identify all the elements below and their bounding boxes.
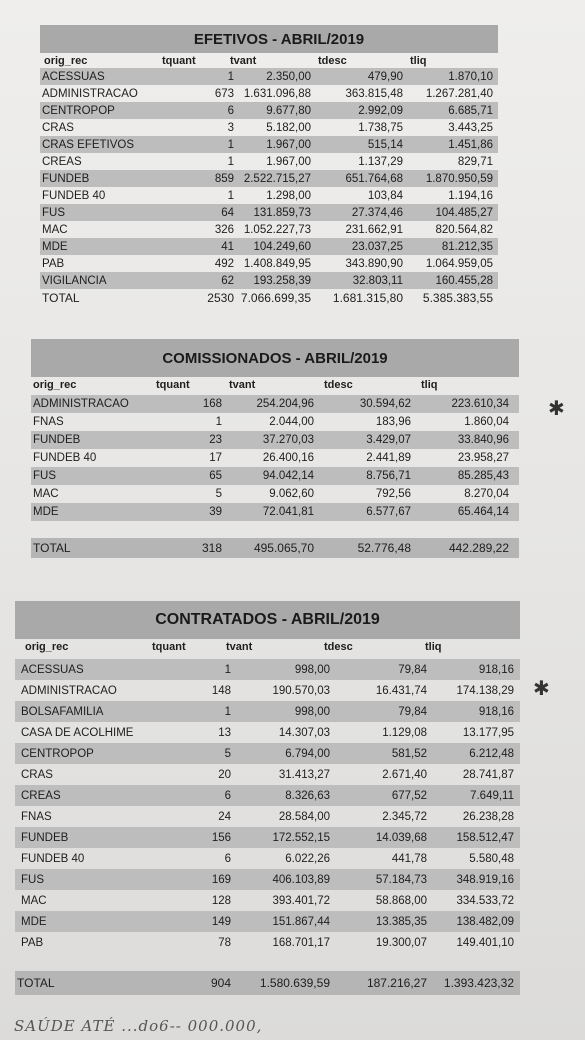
table-row [40, 170, 498, 187]
cell-tvant: 28.584,00 [278, 810, 330, 823]
col-orig-rec: orig_rec [44, 55, 88, 67]
cell-orig-rec: FUNDEB [33, 434, 81, 446]
cell-tvant: 14.307,03 [278, 726, 330, 739]
cell-tquant: 62 [221, 274, 234, 287]
cell-tliq: 81.212,35 [441, 240, 493, 253]
cell-tdesc: 6.577,67 [366, 506, 411, 518]
table-row [40, 85, 498, 102]
cell-tvant: 2.044,00 [269, 416, 314, 428]
cell-orig-rec: MAC [33, 488, 59, 500]
cell-tdesc: 2.671,40 [382, 768, 427, 781]
cell-orig-rec: ADMINISTRACAO [42, 87, 138, 100]
cell-tdesc: 581,52 [391, 747, 427, 760]
cell-tdesc: 441,78 [391, 852, 427, 865]
cell-orig-rec: BOLSAFAMILIA [21, 705, 104, 718]
cell-tdesc: 1.137,29 [358, 155, 403, 168]
cell-tdesc: 13.385,35 [375, 915, 427, 928]
cell-tvant: 2.522.715,27 [243, 172, 311, 185]
table-row [31, 467, 519, 485]
cell-tliq: 13.177,95 [462, 726, 514, 739]
cell-tdesc: 32.803,11 [352, 274, 403, 287]
cell-orig-rec: MAC [42, 223, 68, 236]
cell-orig-rec: FUS [42, 206, 65, 219]
cell-tliq: 820.564,82 [435, 223, 493, 236]
cell-tvant: 998,00 [294, 705, 330, 718]
cell-orig-rec: FNAS [21, 810, 52, 823]
cell-tdesc: 30.594,62 [359, 398, 411, 410]
total-tvant: 1.580.639,59 [259, 976, 330, 990]
cell-tdesc: 2.992,09 [358, 104, 403, 117]
table-row [40, 68, 498, 85]
total-tvant: 495.065,70 [253, 541, 314, 555]
cell-tdesc: 79,84 [398, 705, 427, 718]
cell-tquant: 2530 [207, 290, 234, 305]
cell-tvant: 6.794,00 [285, 747, 330, 760]
cell-orig-rec: MDE [21, 915, 47, 928]
table-row [15, 722, 520, 743]
table-row [31, 449, 519, 467]
cell-orig-rec: CRAS EFETIVOS [42, 138, 135, 151]
cell-tvant: 254.204,96 [256, 398, 314, 410]
cell-tquant: 5 [215, 488, 222, 500]
cell-tliq: 65.464,14 [457, 506, 509, 518]
cell-tdesc: 79,84 [398, 663, 427, 676]
cell-orig-rec: TOTAL [42, 290, 80, 305]
cell-tquant: 3 [227, 121, 234, 134]
cell-tdesc: 2.345,72 [382, 810, 427, 823]
table-row [31, 413, 519, 431]
contratados-section [15, 601, 520, 995]
cell-tliq: 1.194,16 [448, 189, 493, 202]
cell-tdesc: 1.129,08 [382, 726, 427, 739]
cell-tliq: 1.064.959,05 [425, 257, 493, 270]
cell-orig-rec: VIGILANCIA [42, 274, 107, 287]
cell-orig-rec: ACESSUAS [42, 70, 105, 83]
cell-tdesc: 58.868,00 [375, 894, 427, 907]
cell-tdesc: 27.374,46 [351, 206, 403, 219]
cell-tliq: 829,71 [457, 155, 493, 168]
cell-tvant: 72.041,81 [262, 506, 314, 518]
cell-orig-rec: MDE [42, 240, 68, 253]
total-label: TOTAL [17, 976, 55, 990]
cell-tvant: 8.326,63 [285, 789, 330, 802]
cell-tquant: 13 [218, 726, 231, 739]
table-row [15, 848, 520, 869]
cell-tvant: 2.350,00 [266, 70, 311, 83]
col-tdesc: tdesc [318, 55, 347, 67]
cell-tvant: 1.298,00 [266, 189, 311, 202]
cell-tquant: 39 [209, 506, 222, 518]
table-row [15, 680, 520, 701]
table-row [15, 659, 520, 680]
cell-tliq: 3.443,25 [448, 121, 493, 134]
cell-tvant: 9.677,80 [266, 104, 311, 117]
contratados-title: CONTRATADOS - ABRIL/2019 [15, 601, 520, 639]
col-orig-rec: orig_rec [33, 379, 77, 391]
cell-orig-rec: FNAS [33, 416, 64, 428]
cell-tvant: 1.967,00 [266, 138, 311, 151]
cell-tliq: 104.485,27 [435, 206, 493, 219]
table-row [31, 395, 519, 413]
table-row [40, 187, 498, 204]
cell-tdesc: 677,52 [391, 789, 427, 802]
col-tquant: tquant [152, 641, 186, 653]
col-tdesc: tdesc [324, 379, 353, 391]
cell-tvant: 104.249,60 [253, 240, 311, 253]
cell-orig-rec: CRAS [42, 121, 74, 134]
table-row [15, 911, 520, 932]
cell-tquant: 156 [211, 831, 231, 844]
cell-orig-rec: CRAS [21, 768, 53, 781]
table-row [15, 932, 520, 953]
total-tquant: 904 [210, 976, 231, 990]
cell-tvant: 37.270,03 [262, 434, 314, 446]
cell-tvant: 26.400,16 [262, 452, 314, 464]
cell-tquant: 859 [214, 172, 234, 185]
cell-tliq: 1.860,04 [464, 416, 509, 428]
cell-orig-rec: PAB [42, 257, 65, 270]
cell-orig-rec: CASA DE ACOLHIME [21, 726, 134, 739]
contratados-table [15, 659, 520, 953]
cell-tdesc: 14.039,68 [375, 831, 427, 844]
cell-orig-rec: CREAS [42, 155, 82, 168]
col-tliq: tliq [425, 641, 442, 653]
cell-tquant: 6 [224, 789, 231, 802]
table-row [40, 153, 498, 170]
cell-tvant: 131.859,73 [253, 206, 311, 219]
cell-orig-rec: ADMINISTRACAO [33, 398, 129, 410]
cell-orig-rec: FUNDEB 40 [21, 852, 85, 865]
cell-tvant: 151.867,44 [272, 915, 330, 928]
table-row [40, 204, 498, 221]
cell-tvant: 1.052.227,73 [243, 223, 311, 236]
cell-orig-rec: ADMINISTRACAO [21, 684, 117, 697]
cell-tdesc: 1.681.315,80 [332, 290, 403, 305]
cell-tliq: 7.649,11 [470, 789, 514, 802]
table-row [15, 743, 520, 764]
total-row [40, 289, 498, 306]
cell-tliq: 158.512,47 [456, 831, 514, 844]
contratados-total-row [15, 971, 520, 995]
cell-tquant: 148 [211, 684, 231, 697]
cell-tquant: 673 [214, 87, 234, 100]
cell-tquant: 78 [218, 936, 231, 949]
cell-tliq: 5.385.383,55 [422, 290, 493, 305]
cell-tquant: 5 [224, 747, 231, 760]
col-tvant: tvant [226, 641, 253, 653]
total-tdesc: 52.776,48 [357, 541, 411, 555]
total-tdesc: 187.216,27 [366, 976, 427, 990]
table-row [40, 221, 498, 238]
cell-tdesc: 479,90 [367, 70, 403, 83]
cell-orig-rec: MAC [21, 894, 47, 907]
cell-tliq: 918,16 [478, 705, 514, 718]
cell-tquant: 128 [211, 894, 231, 907]
cell-tquant: 23 [209, 434, 222, 446]
cell-tliq: 149.401,10 [456, 936, 514, 949]
cell-tquant: 20 [218, 768, 231, 781]
cell-tliq: 1.451,86 [448, 138, 493, 151]
total-tquant: 318 [201, 541, 222, 555]
comissionados-table [31, 395, 519, 521]
cell-tdesc: 363.815,48 [345, 87, 403, 100]
cell-tquant: 1 [227, 155, 234, 168]
efetivos-header [40, 53, 498, 68]
col-tliq: tliq [421, 379, 438, 391]
cell-tvant: 5.182,00 [266, 121, 311, 134]
cell-orig-rec: PAB [21, 936, 44, 949]
cell-tdesc: 2.441,89 [366, 452, 411, 464]
cell-tvant: 9.062,60 [269, 488, 314, 500]
cell-tvant: 1.408.849,95 [243, 257, 311, 270]
cell-tvant: 168.701,17 [272, 936, 330, 949]
col-tquant: tquant [156, 379, 190, 391]
cell-orig-rec: ACESSUAS [21, 663, 84, 676]
cell-tliq: 1.267.281,40 [425, 87, 493, 100]
cell-tdesc: 23.037,25 [351, 240, 403, 253]
cell-tvant: 6.022,26 [285, 852, 330, 865]
cell-tliq: 918,16 [478, 663, 514, 676]
efetivos-table [40, 68, 498, 306]
cell-tvant: 1.631.096,88 [243, 87, 311, 100]
cell-tliq: 26.238,28 [462, 810, 514, 823]
cell-tquant: 17 [209, 452, 222, 464]
table-row [15, 701, 520, 722]
asterisk-mark-1: ✱ [548, 398, 565, 420]
cell-tquant: 492 [214, 257, 234, 270]
cell-orig-rec: FUNDEB [42, 172, 90, 185]
table-row [40, 238, 498, 255]
cell-tvant: 31.413,27 [278, 768, 330, 781]
table-row [40, 136, 498, 153]
cell-tdesc: 183,96 [375, 416, 411, 428]
cell-tdesc: 8.756,71 [366, 470, 411, 482]
cell-tvant: 7.066.699,35 [240, 290, 311, 305]
cell-tliq: 33.840,96 [457, 434, 509, 446]
cell-tdesc: 103,84 [367, 189, 403, 202]
cell-tliq: 348.919,16 [456, 873, 514, 886]
comissionados-title: COMISSIONADOS - ABRIL/2019 [31, 339, 519, 377]
cell-tdesc: 515,14 [367, 138, 403, 151]
cell-orig-rec: FUNDEB 40 [33, 452, 97, 464]
table-row [15, 764, 520, 785]
cell-orig-rec: FUNDEB 40 [42, 189, 106, 202]
cell-tquant: 169 [211, 873, 231, 886]
total-tliq: 442.289,22 [448, 541, 509, 555]
col-orig-rec: orig_rec [25, 641, 69, 653]
cell-tliq: 160.455,28 [435, 274, 493, 287]
asterisk-mark-2: ✱ [533, 678, 550, 700]
cell-tquant: 168 [202, 398, 222, 410]
col-tvant: tvant [230, 55, 257, 67]
col-tliq: tliq [410, 55, 427, 67]
cell-tvant: 1.967,00 [266, 155, 311, 168]
cell-tliq: 223.610,34 [451, 398, 509, 410]
handwritten-note: SAÚDE ATÉ ...do6-- 000.000, [14, 1017, 263, 1035]
col-tdesc: tdesc [324, 641, 353, 653]
cell-tliq: 6.685,71 [448, 104, 493, 117]
cell-tliq: 174.138,29 [456, 684, 514, 697]
cell-orig-rec: CENTROPOP [21, 747, 94, 760]
cell-tdesc: 16.431,74 [375, 684, 427, 697]
cell-tdesc: 57.184,73 [375, 873, 427, 886]
comissionados-section [31, 339, 519, 558]
cell-tliq: 85.285,43 [457, 470, 509, 482]
cell-tquant: 1 [224, 663, 231, 676]
cell-tliq: 8.270,04 [464, 488, 509, 500]
cell-tdesc: 19.300,07 [375, 936, 427, 949]
cell-orig-rec: MDE [33, 506, 59, 518]
cell-tdesc: 231.662,91 [345, 223, 403, 236]
comissionados-total-row [31, 538, 519, 558]
cell-tliq: 6.212,48 [469, 747, 514, 760]
cell-tquant: 1 [227, 138, 234, 151]
cell-orig-rec: CREAS [21, 789, 61, 802]
cell-tquant: 6 [224, 852, 231, 865]
table-row [40, 272, 498, 289]
table-row [31, 431, 519, 449]
total-label: TOTAL [33, 541, 71, 555]
efetivos-title: EFETIVOS - ABRIL/2019 [40, 25, 498, 53]
cell-tvant: 172.552,15 [272, 831, 330, 844]
table-row [15, 785, 520, 806]
cell-tquant: 326 [214, 223, 234, 236]
cell-orig-rec: FUS [21, 873, 44, 886]
cell-tliq: 1.870.950,59 [425, 172, 493, 185]
cell-tliq: 138.482,09 [456, 915, 514, 928]
cell-tvant: 190.570,03 [272, 684, 330, 697]
table-row [31, 485, 519, 503]
cell-tquant: 1 [227, 70, 234, 83]
cell-tquant: 1 [227, 189, 234, 202]
cell-tvant: 998,00 [294, 663, 330, 676]
cell-tquant: 64 [221, 206, 234, 219]
cell-tdesc: 651.764,68 [345, 172, 403, 185]
cell-tquant: 1 [224, 705, 231, 718]
table-row [40, 102, 498, 119]
table-row [40, 255, 498, 272]
cell-tliq: 334.533,72 [456, 894, 514, 907]
cell-tquant: 65 [209, 470, 222, 482]
cell-tdesc: 1.738,75 [358, 121, 403, 134]
col-tvant: tvant [229, 379, 256, 391]
cell-tquant: 149 [211, 915, 231, 928]
cell-tliq: 23.958,27 [457, 452, 509, 464]
cell-tvant: 94.042,14 [262, 470, 314, 482]
cell-tvant: 406.103,89 [272, 873, 330, 886]
efetivos-section [40, 25, 498, 306]
table-row [15, 869, 520, 890]
cell-tquant: 1 [215, 416, 222, 428]
table-row [15, 890, 520, 911]
comissionados-header [31, 377, 519, 395]
cell-orig-rec: CENTROPOP [42, 104, 115, 117]
table-row [31, 503, 519, 521]
table-row [15, 827, 520, 848]
cell-tdesc: 792,56 [375, 488, 411, 500]
cell-orig-rec: FUS [33, 470, 56, 482]
cell-tvant: 193.258,39 [253, 274, 311, 287]
cell-tdesc: 343.890,90 [345, 257, 403, 270]
table-row [15, 806, 520, 827]
cell-tliq: 28.741,87 [462, 768, 514, 781]
total-tliq: 1.393.423,32 [443, 976, 514, 990]
cell-tvant: 393.401,72 [272, 894, 330, 907]
cell-orig-rec: FUNDEB [21, 831, 69, 844]
cell-tliq: 1.870,10 [448, 70, 493, 83]
cell-tquant: 41 [221, 240, 234, 253]
cell-tquant: 6 [227, 104, 234, 117]
table-row [40, 119, 498, 136]
cell-tliq: 5.580,48 [469, 852, 514, 865]
cell-tquant: 24 [218, 810, 231, 823]
cell-tdesc: 3.429,07 [366, 434, 411, 446]
contratados-header [15, 639, 520, 659]
col-tquant: tquant [162, 55, 196, 67]
